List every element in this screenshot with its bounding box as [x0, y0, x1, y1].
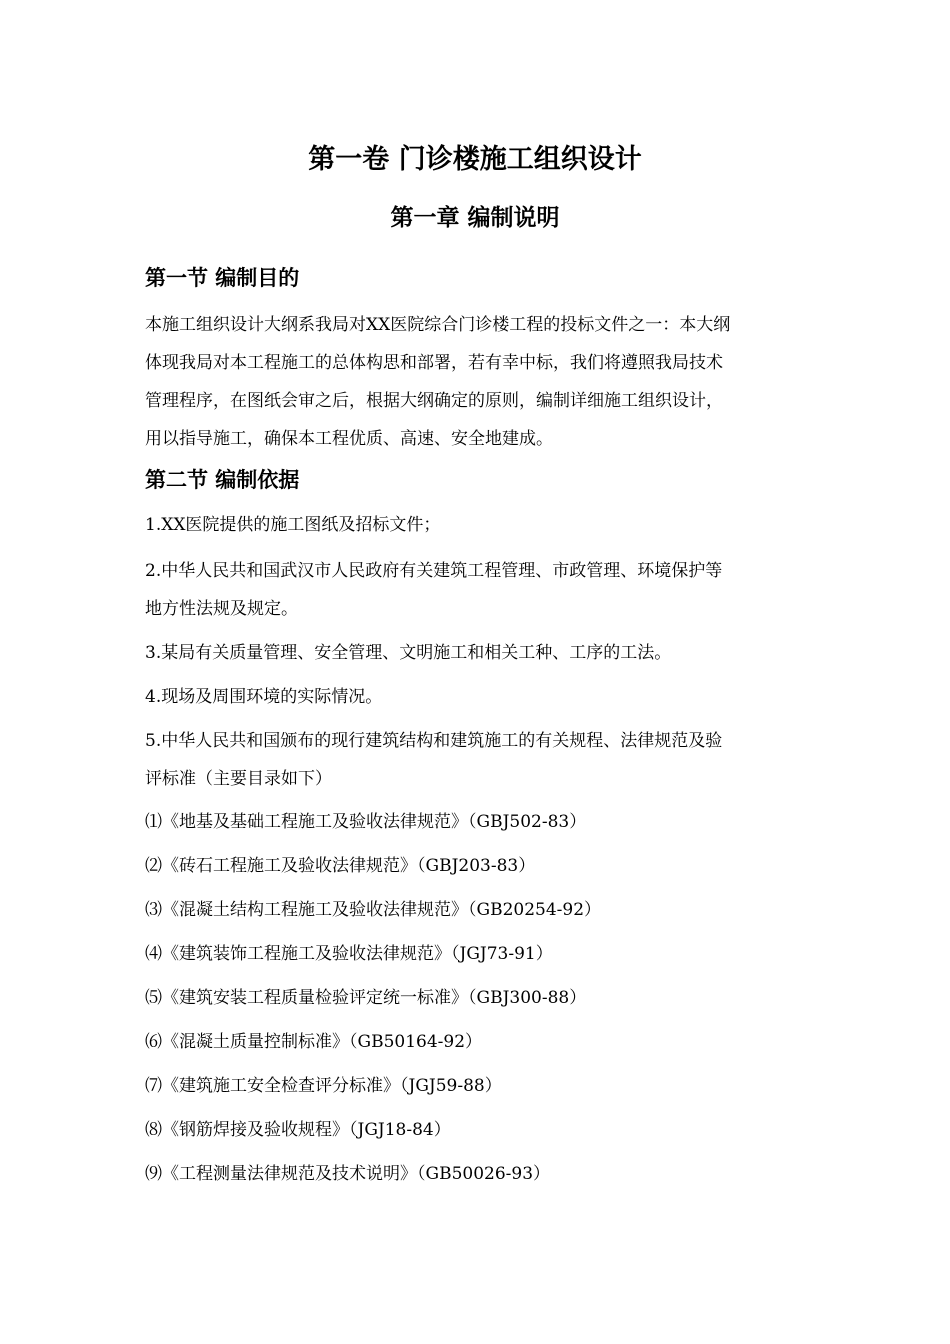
paragraph-line: 管理程序，在图纸会审之后，根据大纲确定的原则，编制详细施工组织设计， — [145, 391, 723, 411]
item-line: 3.某局有关质量管理、安全管理、文明施工和相关工种、工序的工法。 — [145, 643, 672, 663]
standard-item-2: ⑵《砖石工程施工及验收法律规范》（GBJ203-83） — [145, 856, 536, 876]
basis-item-2 — [145, 552, 810, 628]
paragraph-line: 用以指导施工，确保本工程优质、高速、安全地建成。 — [145, 429, 553, 449]
standard-item-3: ⑶《混凝土结构工程施工及验收法律规范》（GB20254-92） — [145, 900, 602, 920]
item-line: 2.中华人民共和国武汉市人民政府有关建筑工程管理、市政管理、环境保护等 — [145, 561, 723, 581]
basis-item-5 — [145, 722, 810, 798]
item-line: 评标准（主要目录如下） — [145, 769, 332, 789]
basis-item-1 — [145, 506, 810, 544]
purpose-paragraph — [145, 306, 810, 458]
standard-item-4: ⑷《建筑装饰工程施工及验收法律规范》（JGJ73-91） — [145, 944, 553, 964]
paragraph-line: 本施工组织设计大纲系我局对XX医院综合门诊楼工程的投标文件之一：本大纲 — [145, 315, 731, 335]
item-line: 地方性法规及规定。 — [145, 599, 298, 619]
standard-item-6: ⑹《混凝土质量控制标准》（GB50164-92） — [145, 1032, 483, 1052]
standard-item-1: ⑴《地基及基础工程施工及验收法律规范》（GBJ502-83） — [145, 812, 587, 832]
basis-item-4 — [145, 678, 810, 716]
section-heading-basis: 第二节 编制依据 — [145, 468, 300, 492]
chapter-title: 第一章 编制说明 — [390, 205, 560, 231]
standard-item-5: ⑸《建筑安装工程质量检验评定统一标准》（GBJ300-88） — [145, 988, 587, 1008]
volume-title: 第一卷 门诊楼施工组织设计 — [308, 144, 642, 175]
item-line: 5.中华人民共和国颁布的现行建筑结构和建筑施工的有关规程、法律规范及验 — [145, 731, 723, 751]
standard-item-7: ⑺《建筑施工安全检查评分标准》（JGJ59-88） — [145, 1076, 502, 1096]
item-line: 1.XX医院提供的施工图纸及招标文件； — [145, 515, 441, 535]
paragraph-line: 体现我局对本工程施工的总体构思和部署，若有幸中标，我们将遵照我局技术 — [145, 353, 723, 373]
section-heading-purpose: 第一节 编制目的 — [145, 266, 300, 290]
standard-item-8: ⑻《钢筋焊接及验收规程》（JGJ18-84） — [145, 1120, 451, 1140]
basis-item-3 — [145, 634, 810, 672]
standard-item-9: ⑼《工程测量法律规范及技术说明》（GB50026-93） — [145, 1164, 551, 1184]
item-line: 4.现场及周围环境的实际情况。 — [145, 687, 383, 707]
